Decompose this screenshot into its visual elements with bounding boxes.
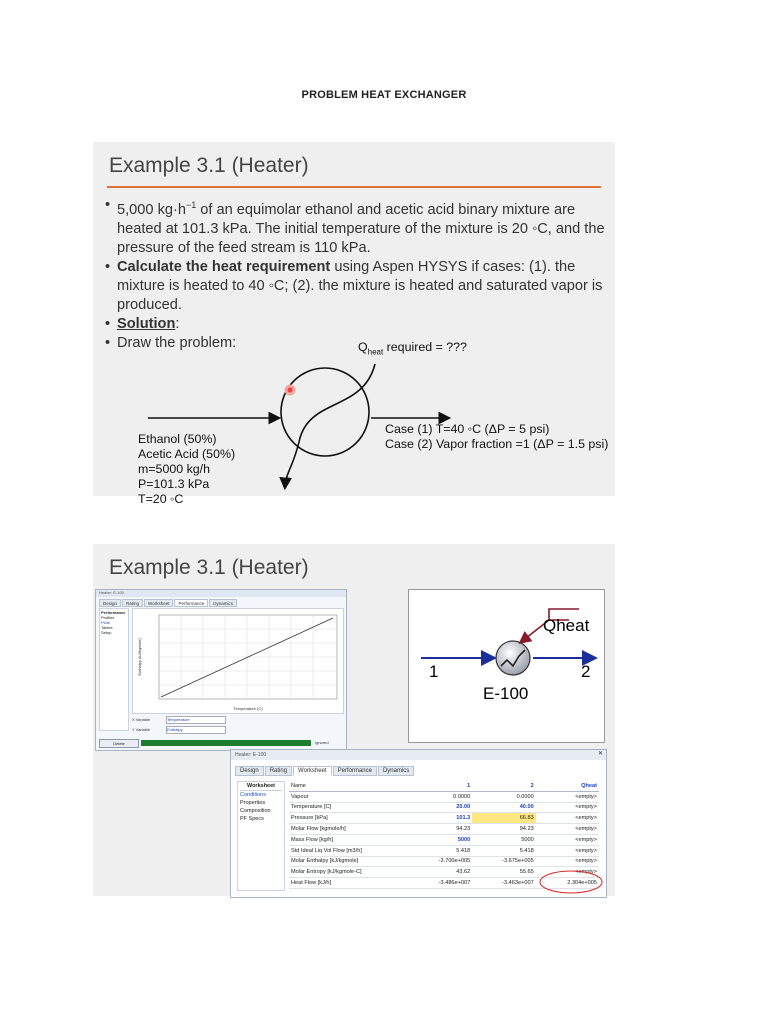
- perf-tabs: [99, 599, 237, 607]
- perf-bottom-bar: [99, 739, 343, 747]
- table-row: Temperature [C] 20.00 40.00 <empty>: [289, 802, 599, 813]
- nav-plots[interactable]: Plots: [101, 620, 110, 625]
- tab-design[interactable]: Design: [235, 766, 264, 776]
- x-variable-select[interactable]: Temperature: [166, 716, 226, 724]
- table-row: Molar Enthalpy [kJ/kgmole] -3.700e+005 -3.675e+005 <empty>: [289, 856, 599, 867]
- table-row: Vapour 0.0000 0.0000 <empty>: [289, 791, 599, 802]
- bullet-dot: •: [105, 258, 111, 275]
- slide-hysys: [93, 544, 615, 896]
- table-row: Pressure [kPa] 101.3 66.83 <empty>: [289, 813, 599, 824]
- nav-properties[interactable]: Properties: [240, 800, 266, 806]
- worksheet-nav-header: Worksheet: [240, 782, 282, 791]
- enthalpy-plot: [132, 608, 344, 714]
- tab-worksheet[interactable]: Worksheet: [144, 599, 173, 607]
- col-qheat: Qheat: [536, 781, 599, 791]
- x-variable-label: X Variable: [132, 717, 151, 722]
- unit-label: E-100: [483, 684, 529, 703]
- solve-progress-bar: [141, 740, 311, 746]
- worksheet-window-title: Heater: E-100: [231, 750, 606, 760]
- delete-button[interactable]: Delete: [99, 739, 139, 748]
- ignored-checkbox[interactable]: Ignored: [315, 740, 329, 745]
- perf-nav-header: Performance: [101, 610, 126, 615]
- tab-dynamics[interactable]: Dynamics: [378, 766, 414, 776]
- tab-performance[interactable]: Performance: [174, 599, 208, 607]
- conditions-table: [289, 781, 599, 889]
- stream-2-label: 2: [581, 662, 591, 681]
- document-title: PROBLEM HEAT EXCHANGER: [301, 89, 467, 101]
- y-axis-title: Enthalpy (kJ/kgmole): [137, 638, 142, 676]
- perf-nav: [99, 608, 129, 731]
- tab-performance[interactable]: Performance: [333, 766, 377, 776]
- heat-duty-line: [285, 364, 375, 487]
- table-row: Std Ideal Liq Vol Flow [m3/h] 5.418 5.418 <empty>: [289, 845, 599, 856]
- heat-exchanger-symbol: [281, 368, 369, 456]
- x-axis-title: Temperature (C): [233, 706, 263, 711]
- nav-profiles[interactable]: Profiles: [101, 615, 115, 620]
- worksheet-window: [230, 749, 607, 898]
- worksheet-tabs: [235, 766, 414, 776]
- highlighted-pressure-cell[interactable]: 66.83: [472, 813, 535, 824]
- nav-setup[interactable]: Setup: [101, 630, 112, 635]
- col-stream-2: 2: [472, 781, 535, 791]
- table-row: Mass Flow [kg/h] 5000 5000 <empty>: [289, 834, 599, 845]
- nav-tables[interactable]: Tables: [101, 625, 113, 630]
- slide1-title: Example 3.1 (Heater): [109, 154, 309, 177]
- stream-1-label: 1: [429, 662, 439, 681]
- nav-pf-specs[interactable]: PF Specs: [240, 816, 264, 822]
- bullet-dot: •: [105, 334, 111, 351]
- qheat-stream-label: Qheat: [543, 616, 590, 635]
- table-row: Molar Entropy [kJ/kgmole-C] 43.62 55.65 <empty>: [289, 867, 599, 878]
- tab-dynamics[interactable]: Dynamics: [209, 599, 237, 607]
- qheat-label: $Q_{heat}$ required = ???: [358, 340, 467, 357]
- performance-window: [95, 589, 347, 751]
- nav-composition[interactable]: Composition: [240, 808, 271, 814]
- tab-worksheet[interactable]: Worksheet: [293, 766, 332, 776]
- slide-problem: [93, 142, 615, 506]
- col-stream-1: 1: [409, 781, 472, 791]
- slide2-title: Example 3.1 (Heater): [109, 556, 309, 579]
- table-row: Heat Flow [kJ/h] -3.486e+007 -3.463e+007 2.304e+005: [289, 878, 599, 889]
- heat-flow-result-cell[interactable]: 2.304e+005: [536, 878, 599, 889]
- perf-window-title: Heater: E-100: [96, 590, 346, 597]
- bullet-solution: • Solution:: [105, 315, 180, 332]
- feed-conditions: Ethanol (50%) Acetic Acid (50%) m=5000 kg/h P=101.3 kPa T=20 ◦C: [138, 432, 236, 506]
- tab-design[interactable]: Design: [99, 599, 121, 607]
- flowsheet: [408, 589, 605, 743]
- worksheet-nav: [237, 781, 285, 891]
- y-variable-label: Y Variable: [132, 727, 151, 732]
- nav-conditions[interactable]: Conditions: [240, 792, 266, 798]
- bullet-task: • Calculate the heat requirement using Aspen HYSYS if cases: (1). the mixture is heated to 40 ◦C; (2). the mixture is heated and saturated vapor is produced.: [105, 258, 603, 313]
- plot-svg: [133, 609, 343, 713]
- pointer-dot: [286, 386, 294, 394]
- bullet-dot: •: [105, 315, 111, 332]
- heater-e100-icon: [496, 641, 530, 675]
- case-conditions: Case (1) T=40 ◦C (ΔP = 5 psi) Case (2) Vapor fraction =1 (ΔP = 1.5 psi): [385, 422, 609, 451]
- bullet-draw: • Draw the problem:: [105, 334, 237, 351]
- tab-rating[interactable]: Rating: [122, 599, 143, 607]
- col-name: Name: [289, 781, 409, 791]
- table-header-row: [289, 781, 599, 791]
- table-row: Molar Flow [kgmole/h] 94.23 94.23 <empty>: [289, 824, 599, 835]
- y-variable-select[interactable]: Enthalpy: [166, 726, 226, 734]
- bullet-feed: • 5,000 $kg\cdot h^{-1}$ of an equimolar ethanol and acetic acid binary mixture are heated at 101.3 kPa. The initial temperature of the mixture is 20 ◦C, and the pressure of the feed stream is 110 kPa.: [105, 197, 605, 256]
- bullet-dot: •: [105, 197, 111, 213]
- close-icon[interactable]: ✕: [597, 751, 603, 757]
- tab-rating[interactable]: Rating: [265, 766, 292, 776]
